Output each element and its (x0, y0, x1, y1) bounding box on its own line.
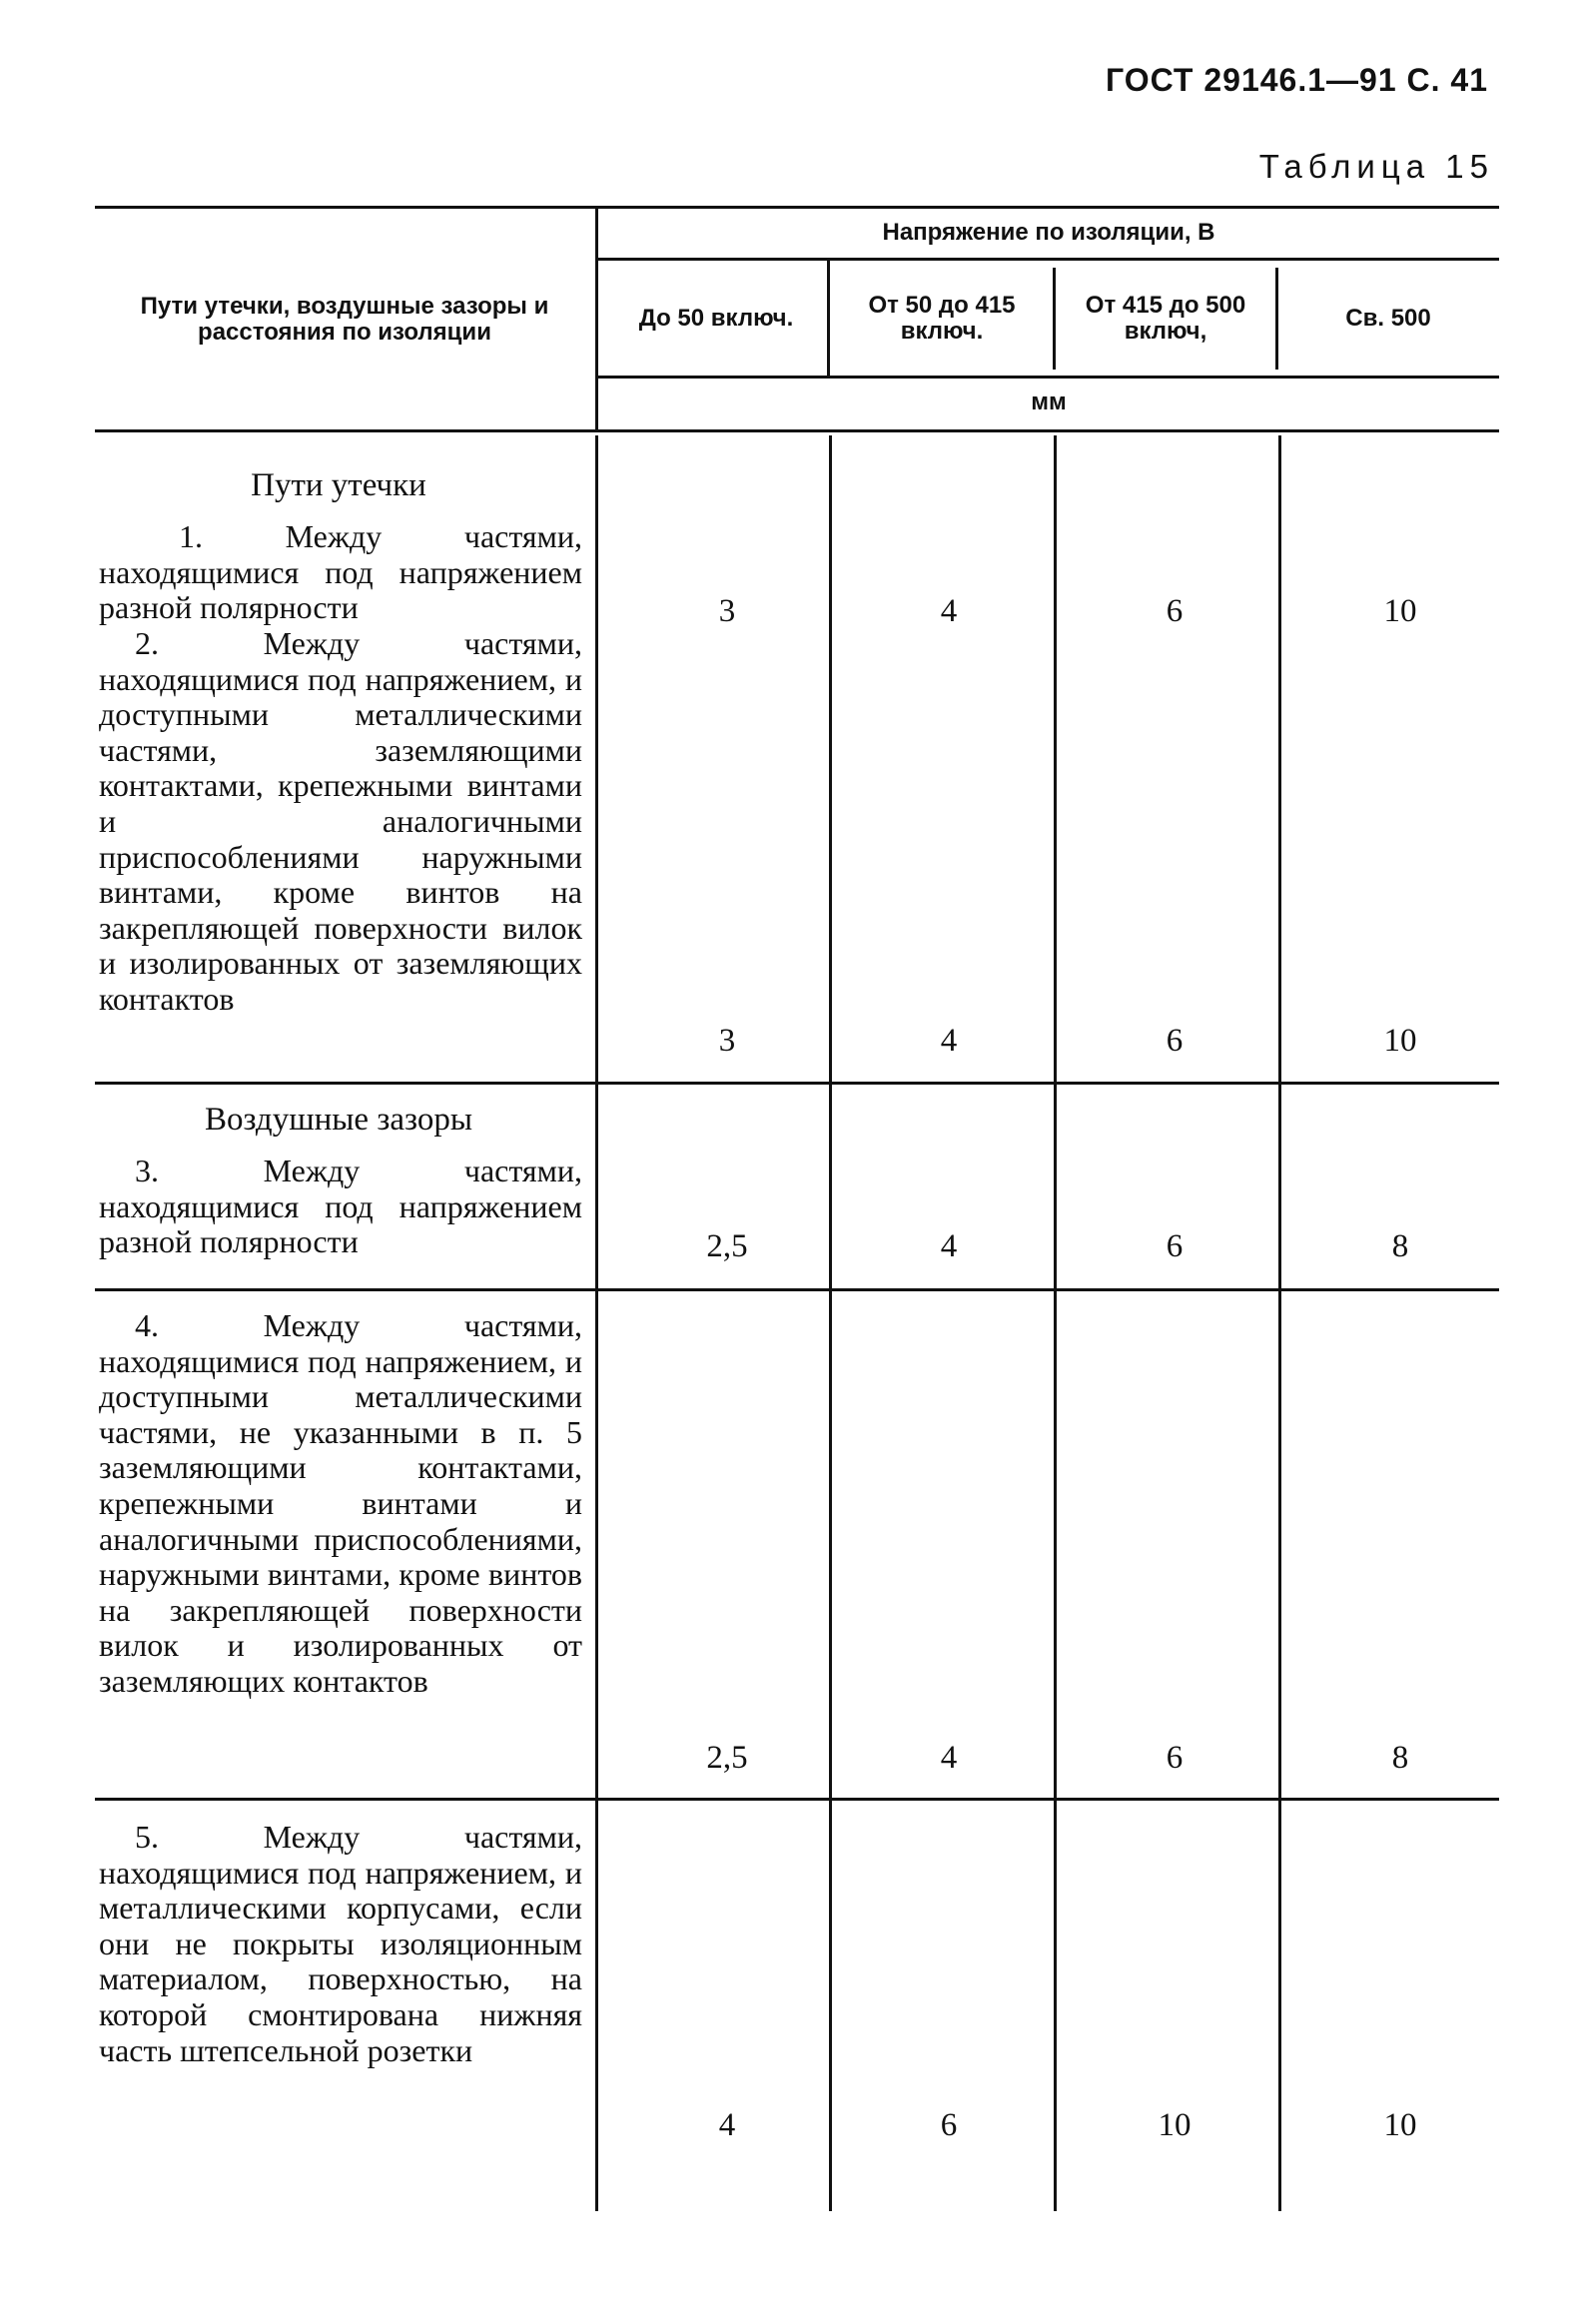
row-rule-3 (95, 1798, 1499, 1801)
row-4-value-2: 4 (940, 1740, 958, 1776)
col-divider-2 (1053, 268, 1056, 370)
row-1-value-1: 3 (718, 593, 736, 629)
body-col-divider-1 (829, 435, 832, 2211)
header-bottom-rule (95, 429, 1499, 432)
table-top-rule (95, 206, 1499, 209)
row-text-5: 5. Между частями, находящимися под напряжением, и металлическими корпусами, если они не покрыты изоляционным материалом, поверхностью, на которой смонтирована нижняя часть штепсельной розетки (99, 1819, 582, 2068)
group-header-rule (597, 258, 1499, 261)
row-rule-1 (95, 1082, 1499, 1085)
row-5-value-1: 4 (718, 2107, 736, 2143)
row-5-value-2: 6 (940, 2107, 958, 2143)
row-2-value-3: 6 (1166, 1023, 1184, 1059)
body-col-divider-3 (1278, 435, 1281, 2211)
page-header: ГОСТ 29146.1—91 С. 41 (1106, 62, 1488, 98)
row-text-4: 4. Между частями, находящимися под напряжением, и доступными металлическими частями, не указанными в п. 5 заземляющими контактами, крепежными винтами и аналогичными приспособлениями, наружными винтами, кроме винтов на закрепляющей поверхности вилок и изолированных от заземляющих контактов (99, 1307, 582, 1699)
row-text-2: 2. Между частями, находящимися под напряжением, и доступными металлическими частями, заземляющими контактами, крепежными винтами и аналогичными приспособлениями наружными винтами, кроме винтов на закрепляющей поверхности вилок и изолированных от заземляющих контактов (99, 625, 582, 1017)
row-2-value-1: 3 (718, 1023, 736, 1059)
row-4-value-1: 2,5 (706, 1740, 748, 1776)
section-title-leakage: Пути утечки (251, 467, 426, 503)
row-4-value-4: 8 (1391, 1740, 1409, 1776)
group-header: Напряжение по изоляции, В (882, 219, 1215, 246)
column-header-2: От 50 до 415 включ. (868, 292, 1016, 345)
body-col-divider-2 (1054, 435, 1057, 2211)
stub-header: Пути утечки, воздушные зазоры и расстояния по изоляции (140, 293, 549, 346)
body-stub-divider (595, 435, 598, 2211)
row-3-value-2: 4 (940, 1228, 958, 1264)
row-3-value-3: 6 (1166, 1228, 1184, 1264)
row-rule-2 (95, 1288, 1499, 1291)
column-header-3: От 415 до 500 включ, (1085, 292, 1246, 345)
row-1-value-3: 6 (1166, 593, 1184, 629)
row-5-value-3: 10 (1158, 2107, 1192, 2143)
row-3-value-4: 8 (1391, 1228, 1409, 1264)
stub-divider (595, 208, 598, 429)
col-divider-3 (1275, 268, 1278, 370)
col-divider-1 (827, 260, 830, 376)
row-5-value-4: 10 (1383, 2107, 1417, 2143)
section-title-air-gaps: Воздушные зазоры (204, 1102, 473, 1138)
column-header-1: До 50 включ. (638, 305, 794, 332)
row-3-value-1: 2,5 (706, 1228, 748, 1264)
column-header-4: Св. 500 (1345, 305, 1431, 332)
row-4-value-3: 6 (1166, 1740, 1184, 1776)
row-2-value-2: 4 (940, 1023, 958, 1059)
row-text-3: 3. Между частями, находящимися под напряжением разной полярности (99, 1153, 582, 1260)
table-label: Таблица 15 (1258, 148, 1494, 185)
row-text-1: 1. Между частями, находящимися под напряжением разной полярности (99, 518, 582, 626)
row-1-value-4: 10 (1383, 593, 1417, 629)
unit-header: мм (1031, 388, 1067, 415)
column-header-rule (597, 376, 1499, 379)
row-1-value-2: 4 (940, 593, 958, 629)
row-2-value-4: 10 (1383, 1023, 1417, 1059)
